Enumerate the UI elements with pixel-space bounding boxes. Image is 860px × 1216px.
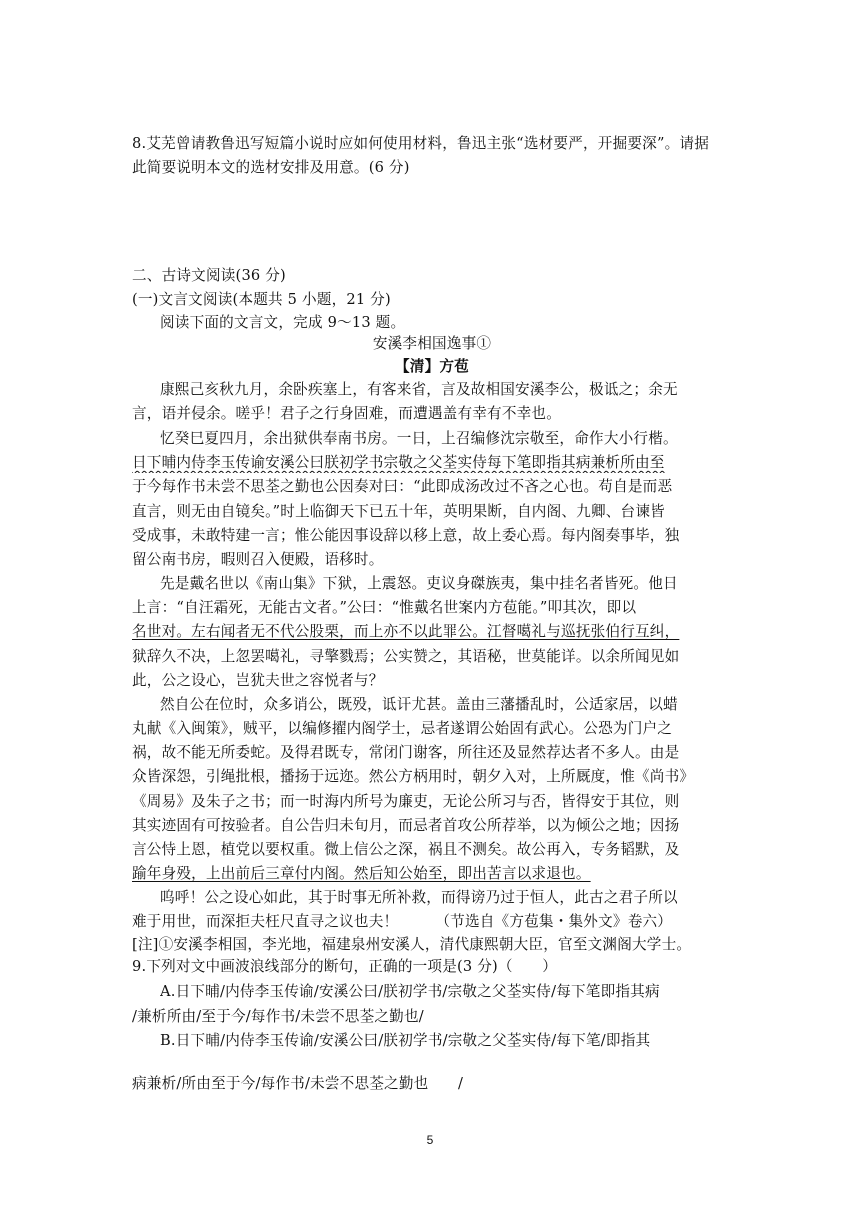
passage-line: 于今每作书未尝不思荃之勤也公因奏对曰：“此即成汤改过不吝之心也。苟自是而恶 — [132, 478, 673, 495]
passage-line: 难于用世，而深拒夫枉尺直寻之议也夫！ （节选自《方苞集・集外文》卷六） — [132, 913, 673, 930]
question-8-line-1: 8.艾芜曾请教鲁迅写短篇小说时应如何使用材料，鲁迅主张“选材要严，开掘要深”。请据 — [132, 135, 710, 152]
passage-line: 此，公之设心，岂犹夫世之容悦者与？ — [132, 672, 384, 689]
passage-line: 众皆深怨，引绳批根，播扬于远迩。然公方柄用时，朝夕入对，上所厩度，惟《尚书》 — [132, 768, 695, 785]
passage-line: 先是戴名世以《南山集》下狱，上震怒。吏议身磔族夷，集中挂名者皆死。他日 — [160, 575, 678, 592]
subsection-heading: (一)文言文阅读(本题共 5 小题，21 分) — [132, 291, 391, 308]
passage-line: 狱辞久不决，上忽罢噶礼，寻擎戮焉；公实赞之，其语秘，世莫能详。以余所闻见如 — [132, 648, 680, 665]
passage-line: 《周易》及朱子之书；而一时海内所号为廉吏，无论公所习与否，皆得安于其位，则 — [132, 793, 680, 810]
passage-line: 丸献《入闽策》，贼平，以编修擢内阁学士，忌者遂谓公始固有武心。公恐为门户之 — [132, 720, 673, 737]
option-a-line-1: A.日下晡/内侍李玉传谕/安溪公曰/朕初学书/宗敬之父荃实侍/每下笔即指其病 — [160, 983, 660, 1000]
page-number: 5 — [426, 1133, 434, 1147]
passage-line-underlined: 名世对。左右闻者无不代公股栗，而上亦不以此罪公。江督噶礼与巡抚张伯行互纠， — [132, 623, 680, 640]
option-b-line-2: 病兼析/所由至于今/每作书/未尝不思荃之勤也 / — [132, 1075, 464, 1092]
passage-note: [注]①安溪李相国，李光地，福建泉州安溪人，清代康熙朝大臣，官至文渊阁大学士。 — [132, 936, 692, 953]
passage-line-wavy: 日下晡内侍李玉传谕安溪公曰朕初学书宗敬之父荃实侍每下笔即指其病兼析所由至 — [132, 454, 665, 471]
passage-line: 留公南书房，暇则召入便殿，语移时。 — [132, 551, 384, 568]
passage-line: 其实迹固有可按验者。自公告归未旬月，而忌者首攻公所荐举，以为倾公之地；因扬 — [132, 817, 680, 834]
passage-line: 康熙己亥秋九月，余卧疾塞上，有客来省，言及故相国安溪李公，极诋之；余无 — [160, 381, 678, 398]
question-9-stem: 9.下列对文中画波浪线部分的断句，正确的一项是(3 分)（ ） — [132, 958, 558, 975]
passage-line: 忆癸巳夏四月，余出狱供奉南书房。一日，上召编修沈宗敬至，命作大小行楷。 — [160, 430, 678, 447]
reading-instruction: 阅读下面的文言文，完成 9～13 题。 — [160, 314, 406, 331]
section-heading: 二、古诗文阅读(36 分) — [132, 267, 286, 284]
passage-line: 言，语并侵余。嗟乎！君子之行身固难，而遭遇盖有幸有不幸也。 — [132, 405, 562, 422]
passage-line: 然自公在位时，众多诮公，既殁，诋讦尤甚。盖由三藩播乱时，公适家居，以蜡 — [160, 696, 678, 713]
passage-line-underlined: 踰年身殁，上出前后三章付内阁。然后知公始至，即出苦言以求退也。 — [132, 865, 591, 882]
option-b-line-1: B.日下晡/内侍李玉传谕/安溪公曰/朕初学书/宗敬之父荃实侍/每下笔/即指其 — [160, 1032, 651, 1049]
question-8-line-2: 此简要说明本文的选材安排及用意。(6 分) — [132, 159, 410, 176]
passage-line: 受成事，未敢特建一言；惟公能因事设辞以移上意，故上委心焉。每内阁奏事毕，独 — [132, 527, 680, 544]
passage-line: 呜呼！公之设心如此，其于时事无所补救，而得谤乃过于恒人，此古之君子所以 — [160, 889, 678, 906]
passage-title: 安溪李相国逸事① — [372, 335, 492, 352]
passage-author: 【清】方苞 — [395, 358, 469, 375]
passage-line: 上言：“自汪霜死，无能古文者。”公曰：“惟戴名世案内方苞能。”叩其次，即以 — [132, 599, 637, 616]
passage-line: 直言，则无由自镜矣。”时上临御天下已五十年，英明果断，自内阁、九卿、台谏皆 — [132, 503, 665, 520]
passage-line: 言公恃上恩，植党以要权重。微上信公之深，祸且不测矣。故公再入，专务韬默，及 — [132, 841, 680, 858]
option-a-line-2: /兼析所由/至于今/每作书/未尝不思荃之勤也/ — [132, 1008, 424, 1025]
passage-line: 祸，故不能无所委蛇。及得君既专，常闭门谢客，所往还及显然荐达者不多人。由是 — [132, 744, 680, 761]
